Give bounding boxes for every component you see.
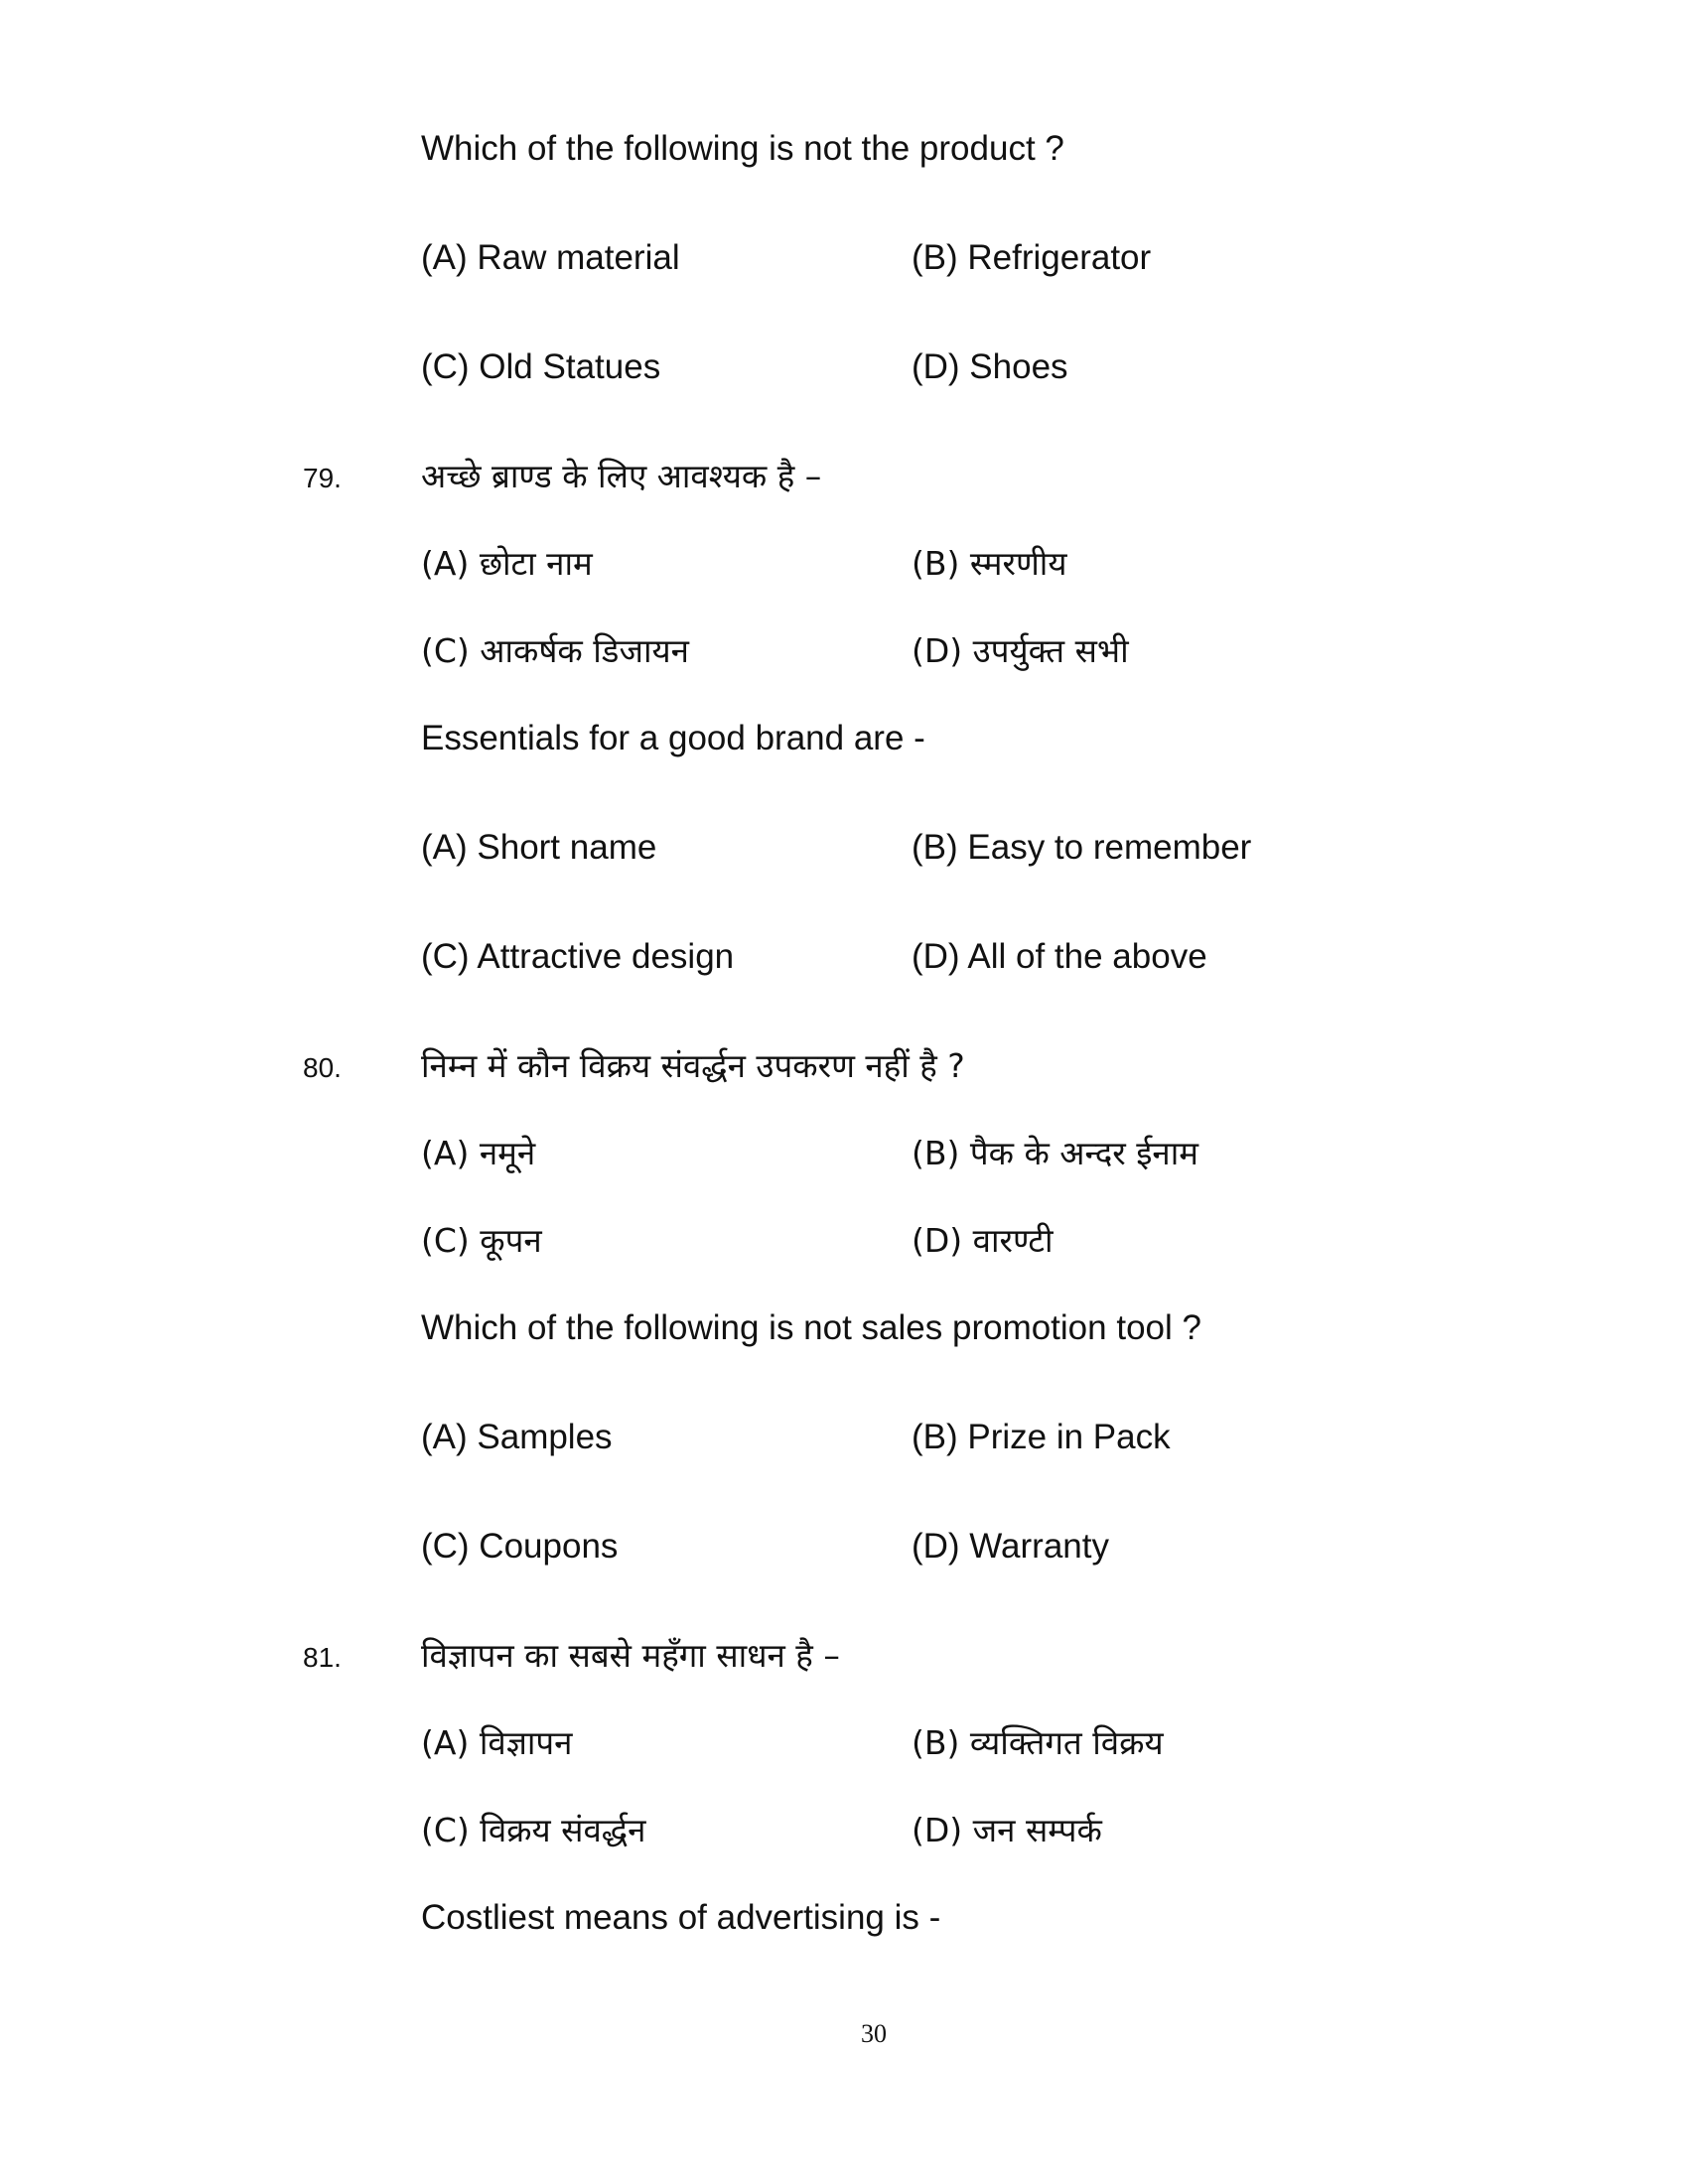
question-number: 80. [303,1052,342,1083]
option-a: (A) Short name [421,828,657,867]
option-c: (C) Old Statues [421,347,661,386]
option-c-hindi: (C) आकर्षक डिजायन [421,631,689,670]
option-a: (A) Raw material [421,238,680,277]
question-text-hindi: अच्छे ब्राण्ड के लिए आवश्यक है – [421,457,822,495]
option-c: (C) Attractive design [421,937,735,976]
option-a-hindi: (A) विज्ञापन [421,1723,573,1762]
option-b: (B) Prize in Pack [912,1418,1171,1456]
option-b-hindi: (B) व्यक्तिगत विक्रय [912,1723,1164,1762]
option-b-hindi: (B) पैक के अन्दर ईनाम [912,1134,1199,1172]
question-text-hindi: निम्न में कौन विक्रय संवर्द्धन उपकरण नहीं है ? [421,1046,965,1085]
question-text: Essentials for a good brand are - [421,719,925,757]
option-a-hindi: (A) छोटा नाम [421,544,593,583]
option-c-hindi: (C) कूपन [421,1221,542,1260]
option-a: (A) Samples [421,1418,613,1456]
option-c-hindi: (C) विक्रय संवर्द्धन [421,1811,646,1849]
question-text-hindi: विज्ञापन का सबसे महँगा साधन है – [421,1636,840,1675]
question-number: 81. [303,1642,342,1673]
option-d-hindi: (D) जन सम्पर्क [912,1811,1102,1849]
page-number: 30 [861,2019,887,2048]
question-text: Costliest means of advertising is - [421,1898,941,1937]
option-b: (B) Refrigerator [912,238,1152,277]
option-a-hindi: (A) नमूने [421,1134,536,1172]
option-d: (D) Shoes [912,347,1068,386]
question-number: 79. [303,463,342,493]
option-d-hindi: (D) वारण्टी [912,1221,1054,1260]
question-text: Which of the following is not the product ? [421,129,1064,168]
option-d-hindi: (D) उपर्युक्त सभी [912,631,1129,670]
option-d: (D) All of the above [912,937,1207,976]
option-c: (C) Coupons [421,1527,619,1566]
option-b: (B) Easy to remember [912,828,1252,867]
option-d: (D) Warranty [912,1527,1109,1566]
option-b-hindi: (B) स्मरणीय [912,544,1067,583]
question-text: Which of the following is not sales promotion tool ? [421,1308,1201,1347]
